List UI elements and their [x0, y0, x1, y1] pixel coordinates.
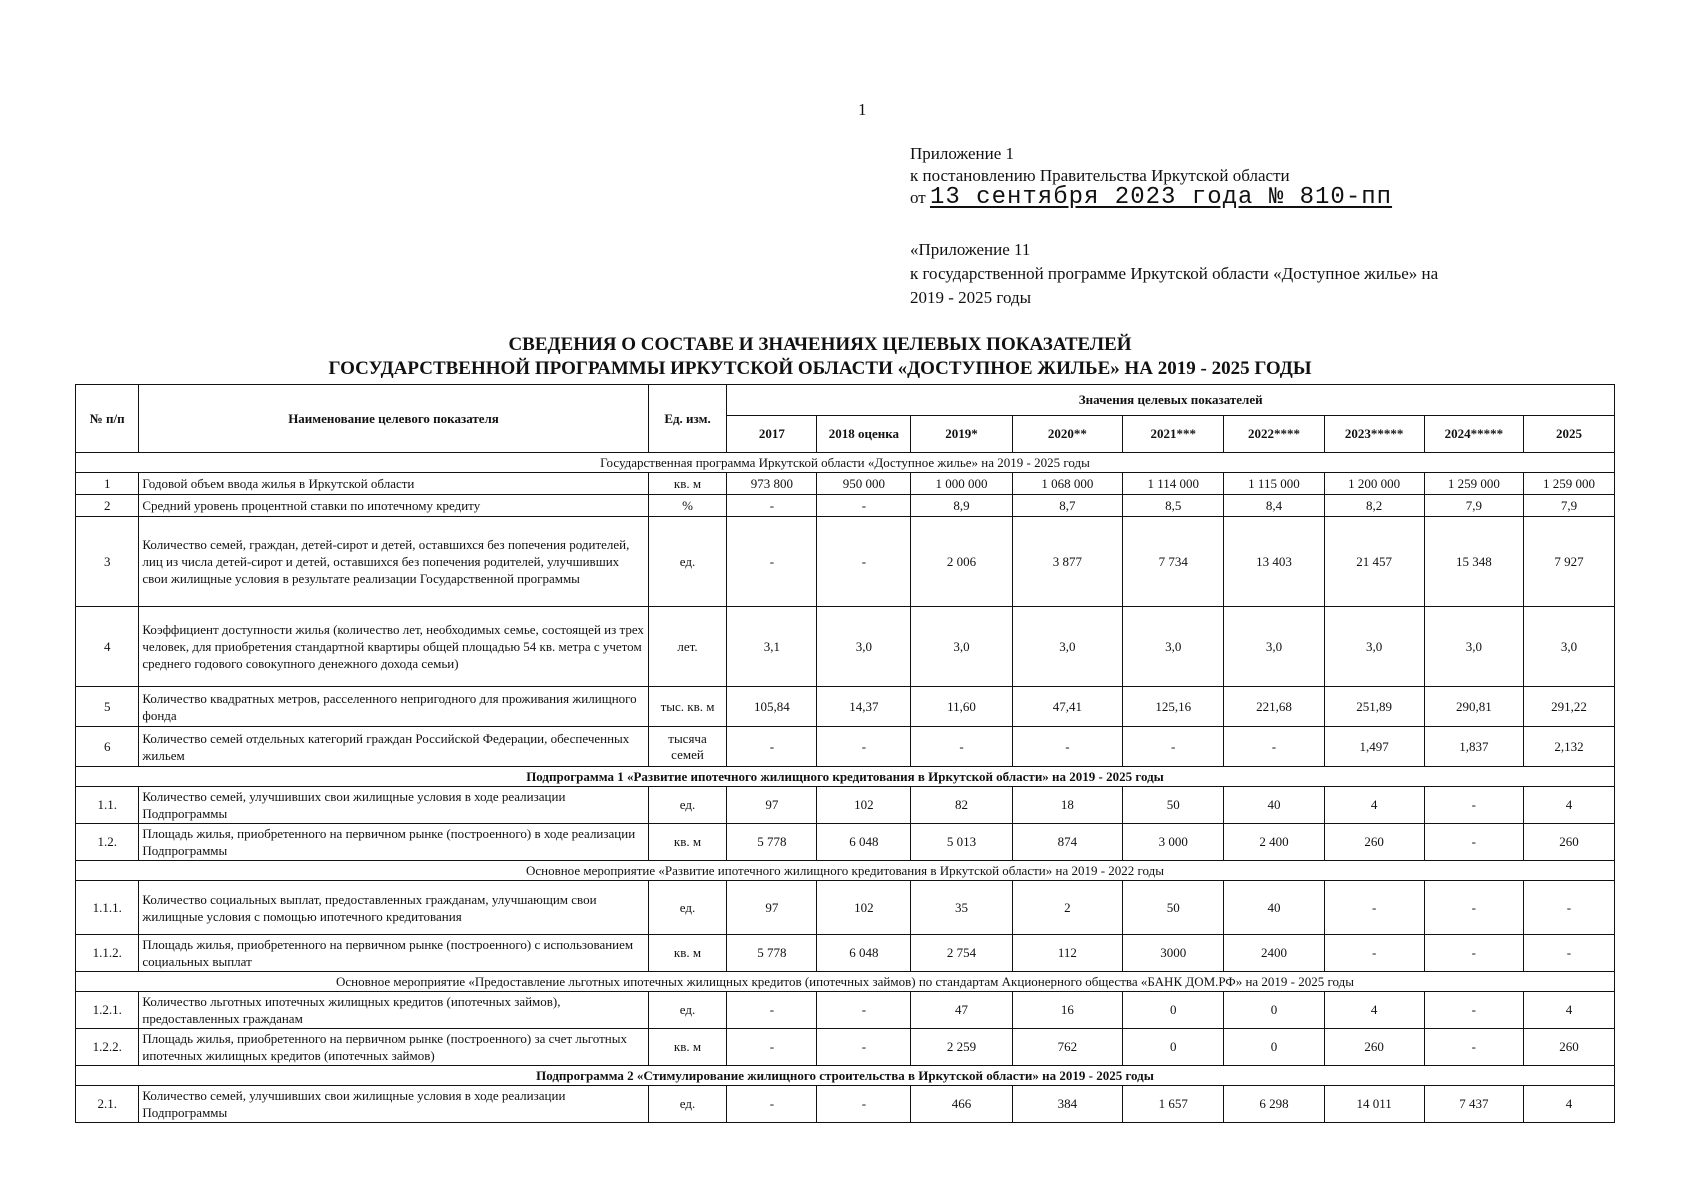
row-number: 1.2.1.	[76, 992, 139, 1029]
value-cell: 3,1	[727, 607, 817, 687]
section-title: Основное мероприятие «Развитие ипотечного жилищного кредитования в Иркутской области» на 2019 - 2022 годы	[76, 861, 1615, 881]
header-year: 2021***	[1123, 416, 1224, 453]
value-cell: -	[817, 1029, 911, 1066]
appendix-11-line-1: «Приложение 11	[910, 240, 1031, 259]
value-cell: -	[727, 1029, 817, 1066]
indicator-name: Количество социальных выплат, предоставленных гражданам, улучшающим свои жилищные условия с помощью ипотечного кредитования	[139, 881, 648, 935]
value-cell: 7,9	[1523, 495, 1614, 517]
value-cell: 8,2	[1324, 495, 1424, 517]
value-cell: 112	[1012, 935, 1122, 972]
value-cell: 874	[1012, 824, 1122, 861]
table-row	[76, 881, 1615, 935]
row-number: 1.2.	[76, 824, 139, 861]
row-number: 1.1.	[76, 787, 139, 824]
value-cell: 7 437	[1424, 1086, 1523, 1123]
section-title: Подпрограмма 2 «Стимулирование жилищного строительства в Иркутской области» на 2019 - 2025 годы	[76, 1066, 1615, 1086]
value-cell: 466	[911, 1086, 1012, 1123]
value-cell: 35	[911, 881, 1012, 935]
appendix-typed-date: 13 сентября 2023 года № 810-пп	[929, 184, 1393, 211]
value-cell: 125,16	[1123, 687, 1224, 727]
section-title: Государственная программа Иркутской области «Доступное жилье» на 2019 - 2025 годы	[76, 453, 1615, 473]
value-cell: 1 068 000	[1012, 473, 1122, 495]
value-cell: -	[1424, 787, 1523, 824]
value-cell: 291,22	[1523, 687, 1614, 727]
value-cell: 251,89	[1324, 687, 1424, 727]
value-cell: 2 754	[911, 935, 1012, 972]
value-cell: 15 348	[1424, 517, 1523, 607]
value-cell: -	[1324, 935, 1424, 972]
value-cell: 7 927	[1523, 517, 1614, 607]
value-cell: 4	[1324, 787, 1424, 824]
table-row	[76, 517, 1615, 607]
unit-cell: кв. м	[648, 824, 727, 861]
value-cell: 4	[1523, 992, 1614, 1029]
unit-cell: тысяча семей	[648, 727, 727, 767]
value-cell: 8,9	[911, 495, 1012, 517]
row-number: 1	[76, 473, 139, 495]
indicator-name: Коэффициент доступности жилья (количество лет, необходимых семье, состоящей из трех человек, для приобретения стандартной квартиры общей площадью 54 кв. метра с учетом среднего годового совокупного денежного дохода семьи)	[139, 607, 648, 687]
header-year: 2018 оценка	[817, 416, 911, 453]
appendix-11-block	[910, 238, 1520, 310]
value-cell: 762	[1012, 1029, 1122, 1066]
indicator-name: Площадь жилья, приобретенного на первичном рынке (построенного) в ходе реализации Подпрограммы	[139, 824, 648, 861]
table-row	[76, 473, 1615, 495]
value-cell: 3,0	[1424, 607, 1523, 687]
value-cell: 0	[1224, 992, 1324, 1029]
header-name: Наименование целевого показателя	[139, 385, 648, 453]
value-cell: 260	[1523, 824, 1614, 861]
value-cell: 4	[1523, 1086, 1614, 1123]
value-cell: -	[1523, 935, 1614, 972]
indicator-name: Количество семей, улучшивших свои жилищные условия в ходе реализации Подпрограммы	[139, 787, 648, 824]
value-cell: 3,0	[1523, 607, 1614, 687]
document-title-line-2: ГОСУДАРСТВЕННОЙ ПРОГРАММЫ ИРКУТСКОЙ ОБЛАСТИ «ДОСТУПНОЕ ЖИЛЬЕ» НА 2019 - 2025 ГОДЫ	[328, 358, 1312, 379]
value-cell: 7 734	[1123, 517, 1224, 607]
value-cell: 0	[1224, 1029, 1324, 1066]
header-year: 2024*****	[1424, 416, 1523, 453]
section-title: Подпрограмма 1 «Развитие ипотечного жилищного кредитования в Иркутской области» на 2019 - 2025 годы	[76, 767, 1615, 787]
table-row	[76, 992, 1615, 1029]
table-row	[76, 1086, 1615, 1123]
value-cell: -	[1424, 881, 1523, 935]
value-cell: 2 400	[1224, 824, 1324, 861]
value-cell: -	[1012, 727, 1122, 767]
indicators-table	[75, 384, 1615, 1123]
indicator-name: Годовой объем ввода жилья в Иркутской области	[139, 473, 648, 495]
unit-cell: ед.	[648, 881, 727, 935]
value-cell: -	[1523, 881, 1614, 935]
value-cell: 5 778	[727, 935, 817, 972]
indicator-name: Средний уровень процентной ставки по ипотечному кредиту	[139, 495, 648, 517]
value-cell: -	[727, 495, 817, 517]
value-cell: 1 259 000	[1424, 473, 1523, 495]
value-cell: 1 000 000	[911, 473, 1012, 495]
value-cell: -	[727, 727, 817, 767]
value-cell: 7,9	[1424, 495, 1523, 517]
document-title-line-1: СВЕДЕНИЯ О СОСТАВЕ И ЗНАЧЕНИЯХ ЦЕЛЕВЫХ ПОКАЗАТЕЛЕЙ	[508, 334, 1132, 355]
value-cell: 2 006	[911, 517, 1012, 607]
row-number: 5	[76, 687, 139, 727]
value-cell: 260	[1523, 1029, 1614, 1066]
appendix-date-prefix: от	[910, 188, 926, 207]
table-row	[76, 727, 1615, 767]
header-num: № п/п	[76, 385, 139, 453]
row-number: 6	[76, 727, 139, 767]
section-row	[76, 453, 1615, 473]
section-row	[76, 767, 1615, 787]
value-cell: -	[1424, 824, 1523, 861]
row-number: 2	[76, 495, 139, 517]
header-year: 2020**	[1012, 416, 1122, 453]
table-row	[76, 495, 1615, 517]
value-cell: 5 778	[727, 824, 817, 861]
value-cell: 3,0	[911, 607, 1012, 687]
value-cell: 97	[727, 787, 817, 824]
table-row	[76, 935, 1615, 972]
value-cell: 6 048	[817, 935, 911, 972]
unit-cell: кв. м	[648, 1029, 727, 1066]
value-cell: 40	[1224, 881, 1324, 935]
value-cell: 1 657	[1123, 1086, 1224, 1123]
value-cell: 0	[1123, 992, 1224, 1029]
indicator-name: Количество семей, улучшивших свои жилищные условия в ходе реализации Подпрограммы	[139, 1086, 648, 1123]
value-cell: 47	[911, 992, 1012, 1029]
value-cell: 4	[1324, 992, 1424, 1029]
value-cell: 1 114 000	[1123, 473, 1224, 495]
indicator-name: Площадь жилья, приобретенного на первичном рынке (построенного) за счет льготных ипотечных жилищных кредитов (ипотечных займов)	[139, 1029, 648, 1066]
header-unit: Ед. изм.	[648, 385, 727, 453]
value-cell: 3,0	[1224, 607, 1324, 687]
appendix-line-2: к постановлению Правительства Иркутской области	[910, 166, 1290, 185]
unit-cell: кв. м	[648, 935, 727, 972]
value-cell: 384	[1012, 1086, 1122, 1123]
value-cell: -	[817, 727, 911, 767]
value-cell: -	[817, 992, 911, 1029]
value-cell: 40	[1224, 787, 1324, 824]
table-row	[76, 1029, 1615, 1066]
page-number: 1	[858, 100, 867, 119]
value-cell: 1 259 000	[1523, 473, 1614, 495]
value-cell: 82	[911, 787, 1012, 824]
value-cell: 8,5	[1123, 495, 1224, 517]
value-cell: -	[1424, 1029, 1523, 1066]
value-cell: 50	[1123, 881, 1224, 935]
value-cell: 4	[1523, 787, 1614, 824]
value-cell: 11,60	[911, 687, 1012, 727]
unit-cell: ед.	[648, 787, 727, 824]
value-cell: 1 200 000	[1324, 473, 1424, 495]
table-row	[76, 824, 1615, 861]
value-cell: 8,7	[1012, 495, 1122, 517]
row-number: 2.1.	[76, 1086, 139, 1123]
value-cell: 102	[817, 787, 911, 824]
section-title: Основное мероприятие «Предоставление льготных ипотечных жилищных кредитов (ипотечных займов) по стандартам Акционерного общества «БАНК ДОМ.РФ» на 2019 - 2025 годы	[76, 972, 1615, 992]
value-cell: 2	[1012, 881, 1122, 935]
value-cell: 260	[1324, 824, 1424, 861]
value-cell: 3000	[1123, 935, 1224, 972]
value-cell: 50	[1123, 787, 1224, 824]
value-cell: 3 877	[1012, 517, 1122, 607]
value-cell: 2 259	[911, 1029, 1012, 1066]
unit-cell: %	[648, 495, 727, 517]
value-cell: 102	[817, 881, 911, 935]
indicator-name: Количество семей отдельных категорий граждан Российской Федерации, обеспеченных жильем	[139, 727, 648, 767]
value-cell: -	[727, 992, 817, 1029]
appendix-block	[910, 143, 1392, 209]
unit-cell: тыс. кв. м	[648, 687, 727, 727]
value-cell: -	[1424, 935, 1523, 972]
row-number: 3	[76, 517, 139, 607]
value-cell: 14 011	[1324, 1086, 1424, 1123]
section-row	[76, 972, 1615, 992]
value-cell: 16	[1012, 992, 1122, 1029]
value-cell: 1 115 000	[1224, 473, 1324, 495]
value-cell: 47,41	[1012, 687, 1122, 727]
value-cell: 2400	[1224, 935, 1324, 972]
value-cell: 97	[727, 881, 817, 935]
appendix-date-line	[910, 184, 1393, 211]
header-year: 2017	[727, 416, 817, 453]
row-number: 1.1.2.	[76, 935, 139, 972]
value-cell: 2,132	[1523, 727, 1614, 767]
value-cell: 260	[1324, 1029, 1424, 1066]
value-cell: 3,0	[817, 607, 911, 687]
row-number: 1.2.2.	[76, 1029, 139, 1066]
value-cell: 21 457	[1324, 517, 1424, 607]
value-cell: 14,37	[817, 687, 911, 727]
appendix-line-1: Приложение 1	[910, 144, 1014, 163]
value-cell: 8,4	[1224, 495, 1324, 517]
value-cell: -	[1424, 992, 1523, 1029]
value-cell: 18	[1012, 787, 1122, 824]
indicator-name: Количество квадратных метров, расселенного непригодного для проживания жилищного фонда	[139, 687, 648, 727]
table-row	[76, 687, 1615, 727]
value-cell: -	[817, 1086, 911, 1123]
value-cell: -	[1324, 881, 1424, 935]
value-cell: -	[1224, 727, 1324, 767]
value-cell: 1,497	[1324, 727, 1424, 767]
value-cell: 6 048	[817, 824, 911, 861]
value-cell: 5 013	[911, 824, 1012, 861]
value-cell: 6 298	[1224, 1086, 1324, 1123]
value-cell: -	[817, 495, 911, 517]
section-row	[76, 861, 1615, 881]
value-cell: -	[1123, 727, 1224, 767]
value-cell: 290,81	[1424, 687, 1523, 727]
value-cell: 3,0	[1012, 607, 1122, 687]
value-cell: 3 000	[1123, 824, 1224, 861]
value-cell: 1,837	[1424, 727, 1523, 767]
document-title	[60, 333, 1580, 381]
value-cell: 0	[1123, 1029, 1224, 1066]
value-cell: 3,0	[1324, 607, 1424, 687]
table-row	[76, 787, 1615, 824]
indicator-name: Количество льготных ипотечных жилищных кредитов (ипотечных займов), предоставленных гражданам	[139, 992, 648, 1029]
value-cell: -	[727, 1086, 817, 1123]
header-year: 2023*****	[1324, 416, 1424, 453]
header-year: 2025	[1523, 416, 1614, 453]
value-cell: 973 800	[727, 473, 817, 495]
header-year: 2022****	[1224, 416, 1324, 453]
value-cell: 950 000	[817, 473, 911, 495]
unit-cell: лет.	[648, 607, 727, 687]
value-cell: -	[817, 517, 911, 607]
table-row	[76, 607, 1615, 687]
section-row	[76, 1066, 1615, 1086]
row-number: 4	[76, 607, 139, 687]
value-cell: 105,84	[727, 687, 817, 727]
appendix-11-line-2: к государственной программе Иркутской области «Доступное жилье» на	[910, 264, 1439, 283]
unit-cell: кв. м	[648, 473, 727, 495]
appendix-11-line-3: 2019 - 2025 годы	[910, 288, 1032, 307]
indicator-name: Количество семей, граждан, детей-сирот и детей, оставшихся без попечения родителей, лиц из числа детей-сирот и детей, оставшихся без попечения родителей, улучшивших свои жилищные условия в результате реализации Государственной программы	[139, 517, 648, 607]
unit-cell: ед.	[648, 1086, 727, 1123]
header-values: Значения целевых показателей	[727, 385, 1615, 416]
value-cell: -	[727, 517, 817, 607]
header-year: 2019*	[911, 416, 1012, 453]
value-cell: 3,0	[1123, 607, 1224, 687]
row-number: 1.1.1.	[76, 881, 139, 935]
value-cell: 13 403	[1224, 517, 1324, 607]
unit-cell: ед.	[648, 992, 727, 1029]
value-cell: -	[911, 727, 1012, 767]
indicator-name: Площадь жилья, приобретенного на первичном рынке (построенного) с использованием социальных выплат	[139, 935, 648, 972]
unit-cell: ед.	[648, 517, 727, 607]
value-cell: 221,68	[1224, 687, 1324, 727]
